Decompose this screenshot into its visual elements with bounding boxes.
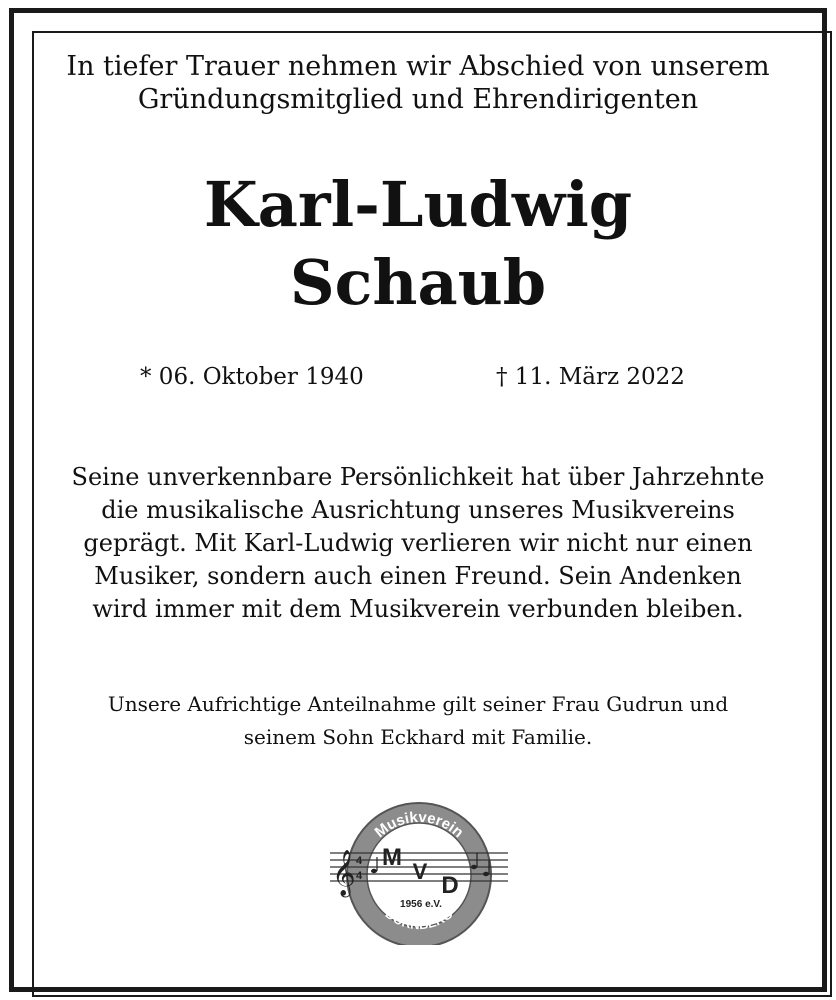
tribute-line: wird immer mit dem Musikverein verbunden bleiben. [92, 595, 744, 623]
logo-initial-m: M [382, 844, 402, 871]
first-name: Karl-Ludwig [203, 168, 633, 241]
birth-date: * 06. Oktober 1940 [140, 364, 364, 390]
treble-clef-icon: 𝄞 [332, 850, 356, 896]
condolence-line: seinem Sohn Eckhard mit Familie. [243, 725, 593, 749]
tribute-text [0, 461, 836, 626]
deceased-name [0, 166, 836, 322]
svg-text:4: 4 [356, 855, 363, 867]
intro-line: Gründungsmitglied und Ehrendirigenten [137, 84, 699, 115]
tribute-line: Musiker, sondern auch einen Freund. Sein Andenken [94, 562, 742, 590]
tribute-line: geprägt. Mit Karl-Ludwig verlieren wir nicht nur einen [83, 529, 753, 557]
svg-text:4: 4 [356, 870, 363, 882]
logo-bottom-text: DÖRNBERG [382, 906, 456, 933]
condolence-line: Unsere Aufrichtige Anteilnahme gilt seiner Frau Gudrun und [107, 692, 729, 716]
club-logo [326, 793, 512, 945]
tribute-line: die musikalische Ausrichtung unseres Musikvereins [101, 496, 735, 524]
intro-text [0, 50, 836, 116]
intro-line: In tiefer Trauer nehmen wir Abschied von unserem [66, 51, 770, 82]
death-date: † 11. März 2022 [496, 364, 685, 390]
logo-initial-v: V [412, 859, 428, 884]
last-name: Schaub [289, 246, 547, 319]
logo-year: 1956 e.V. [400, 899, 442, 910]
condolence-text [0, 688, 836, 754]
logo-top-text: Musikverein [371, 808, 467, 842]
tribute-line: Seine unverkennbare Persönlichkeit hat über Jahrzehnte [71, 463, 765, 491]
logo-initial-d: D [441, 872, 459, 899]
